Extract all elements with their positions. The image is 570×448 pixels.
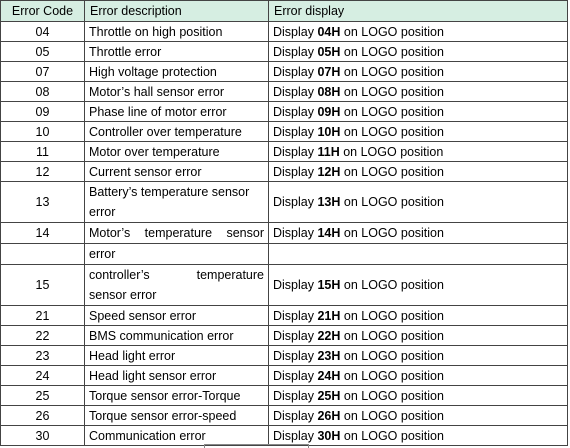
error-code-cell: 08 — [1, 82, 85, 102]
description-line: controller’s temperature — [89, 268, 264, 282]
error-display-cell — [269, 102, 568, 122]
table-row — [1, 82, 568, 102]
error-code-cell: 12 — [1, 162, 85, 182]
error-description-cell: High voltage protection — [85, 62, 269, 82]
error-code-cell: 10 — [1, 122, 85, 142]
error-display-cell — [269, 326, 568, 346]
error-description-cell: Current sensor error — [85, 162, 269, 182]
error-display-cell — [269, 265, 568, 306]
description-line: sensor error — [89, 288, 157, 302]
display-prefix: Display — [273, 24, 314, 39]
error-code-cell: 11 — [1, 142, 85, 162]
header-error-description: Error description — [85, 1, 269, 22]
display-code: 07H — [317, 64, 341, 79]
display-prefix: Display — [273, 195, 314, 209]
error-code-cell: 24 — [1, 366, 85, 386]
error-code-cell — [1, 244, 85, 265]
error-description-cell: Motor’s temperature sensor — [85, 223, 269, 244]
display-suffix: on LOGO position — [343, 278, 444, 292]
display-code: 21H — [317, 308, 341, 323]
error-description-continuation: error — [85, 244, 269, 265]
error-display-cell — [269, 42, 568, 62]
error-description-cell: BMS communication error — [85, 326, 269, 346]
display-prefix: Display — [273, 388, 314, 403]
error-description-cell: Controller over temperature — [85, 122, 269, 142]
description-line: error — [89, 205, 116, 219]
error-display-cell — [269, 82, 568, 102]
table-header-row — [1, 1, 568, 22]
display-code: 12H — [317, 164, 341, 179]
display-suffix: on LOGO position — [343, 44, 444, 59]
description-line: Battery’s temperature sensor — [89, 185, 250, 199]
display-suffix: on LOGO position — [343, 195, 444, 209]
display-prefix: Display — [273, 348, 314, 363]
table-row — [1, 142, 568, 162]
error-description-cell: Motor’s hall sensor error — [85, 82, 269, 102]
display-suffix: on LOGO position — [343, 24, 444, 39]
display-prefix: Display — [273, 124, 314, 139]
error-display-cell — [269, 62, 568, 82]
error-code-cell: 25 — [1, 386, 85, 406]
error-description-cell: Head light sensor error — [85, 366, 269, 386]
display-code: 30H — [317, 428, 341, 443]
display-code: 23H — [317, 348, 341, 363]
display-prefix: Display — [273, 368, 314, 383]
table-row — [1, 102, 568, 122]
table-row — [1, 244, 568, 265]
display-prefix: Display — [273, 308, 314, 323]
display-prefix: Display — [273, 64, 314, 79]
error-description-cell — [85, 182, 269, 223]
error-code-cell: 26 — [1, 406, 85, 426]
display-code: 11H — [317, 144, 340, 159]
display-code: 05H — [317, 44, 341, 59]
display-code: 10H — [317, 124, 341, 139]
display-code: 25H — [317, 388, 341, 403]
display-suffix: on LOGO position — [343, 124, 444, 139]
error-display-cell — [269, 142, 568, 162]
display-suffix: on LOGO position — [343, 64, 444, 79]
display-code: 24H — [317, 368, 341, 383]
display-code: 14H — [317, 226, 341, 240]
table-row — [1, 366, 568, 386]
error-display-cell — [269, 223, 568, 244]
display-code: 26H — [317, 408, 341, 423]
error-code-cell: 14 — [1, 223, 85, 244]
error-display-cell — [269, 346, 568, 366]
error-code-cell: 15 — [1, 265, 85, 306]
display-prefix: Display — [273, 144, 314, 159]
error-display-cell — [269, 244, 568, 265]
display-code: 13H — [317, 195, 341, 209]
error-display-cell — [269, 406, 568, 426]
table-row — [1, 265, 568, 306]
display-code: 08H — [317, 84, 341, 99]
display-suffix: on LOGO position — [343, 328, 444, 343]
error-description-cell: Head light error — [85, 346, 269, 366]
table-row — [1, 406, 568, 426]
error-description-cell: Motor over temperature — [85, 142, 269, 162]
display-prefix: Display — [273, 226, 314, 240]
error-code-cell: 04 — [1, 22, 85, 42]
display-suffix: on LOGO position — [343, 144, 444, 159]
display-code: 09H — [317, 104, 341, 119]
display-suffix: on LOGO position — [343, 104, 444, 119]
display-code: 04H — [317, 24, 341, 39]
table-row — [1, 346, 568, 366]
display-prefix: Display — [273, 164, 314, 179]
display-suffix: on LOGO position — [343, 164, 444, 179]
table-row — [1, 326, 568, 346]
display-suffix: on LOGO position — [343, 388, 444, 403]
table-row — [1, 386, 568, 406]
display-prefix: Display — [273, 428, 314, 443]
display-prefix: Display — [273, 104, 314, 119]
display-prefix: Display — [273, 408, 314, 423]
display-suffix: on LOGO position — [343, 308, 444, 323]
table-row — [1, 162, 568, 182]
error-description-cell: Communication error — [85, 426, 269, 446]
error-code-table-part-2 — [0, 243, 568, 446]
error-description-cell: Torque sensor error-Torque — [85, 386, 269, 406]
display-suffix: on LOGO position — [343, 84, 444, 99]
header-error-display: Error display — [269, 1, 568, 22]
display-prefix: Display — [273, 278, 314, 292]
table-row — [1, 22, 568, 42]
error-description-cell: Phase line of motor error — [85, 102, 269, 122]
display-prefix: Display — [273, 44, 314, 59]
error-code-cell: 13 — [1, 182, 85, 223]
error-description-cell: Throttle error — [85, 42, 269, 62]
error-display-cell — [269, 426, 568, 446]
error-display-cell — [269, 182, 568, 223]
table-row — [1, 426, 568, 446]
table-row — [1, 223, 568, 244]
page-edge-tab — [204, 444, 309, 448]
error-display-cell — [269, 22, 568, 42]
display-prefix: Display — [273, 328, 314, 343]
display-suffix: on LOGO position — [343, 226, 444, 240]
error-description-cell: Throttle on high position — [85, 22, 269, 42]
error-display-cell — [269, 122, 568, 142]
error-description-cell — [85, 265, 269, 306]
display-code: 22H — [317, 328, 341, 343]
display-prefix: Display — [273, 84, 314, 99]
error-description-cell: Speed sensor error — [85, 306, 269, 326]
table-row — [1, 122, 568, 142]
error-display-cell — [269, 162, 568, 182]
table-row — [1, 42, 568, 62]
display-suffix: on LOGO position — [343, 368, 444, 383]
header-error-code: Error Code — [1, 1, 85, 22]
error-display-cell — [269, 386, 568, 406]
table-row — [1, 182, 568, 223]
error-display-cell — [269, 306, 568, 326]
table-row — [1, 306, 568, 326]
error-code-cell: 22 — [1, 326, 85, 346]
error-code-cell: 09 — [1, 102, 85, 122]
display-code: 15H — [317, 278, 341, 292]
error-code-cell: 05 — [1, 42, 85, 62]
error-code-cell: 23 — [1, 346, 85, 366]
error-description-cell: Torque sensor error-speed — [85, 406, 269, 426]
error-code-cell: 21 — [1, 306, 85, 326]
error-display-cell — [269, 366, 568, 386]
table-row — [1, 62, 568, 82]
display-suffix: on LOGO position — [343, 348, 444, 363]
error-code-cell: 30 — [1, 426, 85, 446]
error-code-cell: 07 — [1, 62, 85, 82]
display-suffix: on LOGO position — [343, 408, 444, 423]
display-suffix: on LOGO position — [343, 428, 444, 443]
